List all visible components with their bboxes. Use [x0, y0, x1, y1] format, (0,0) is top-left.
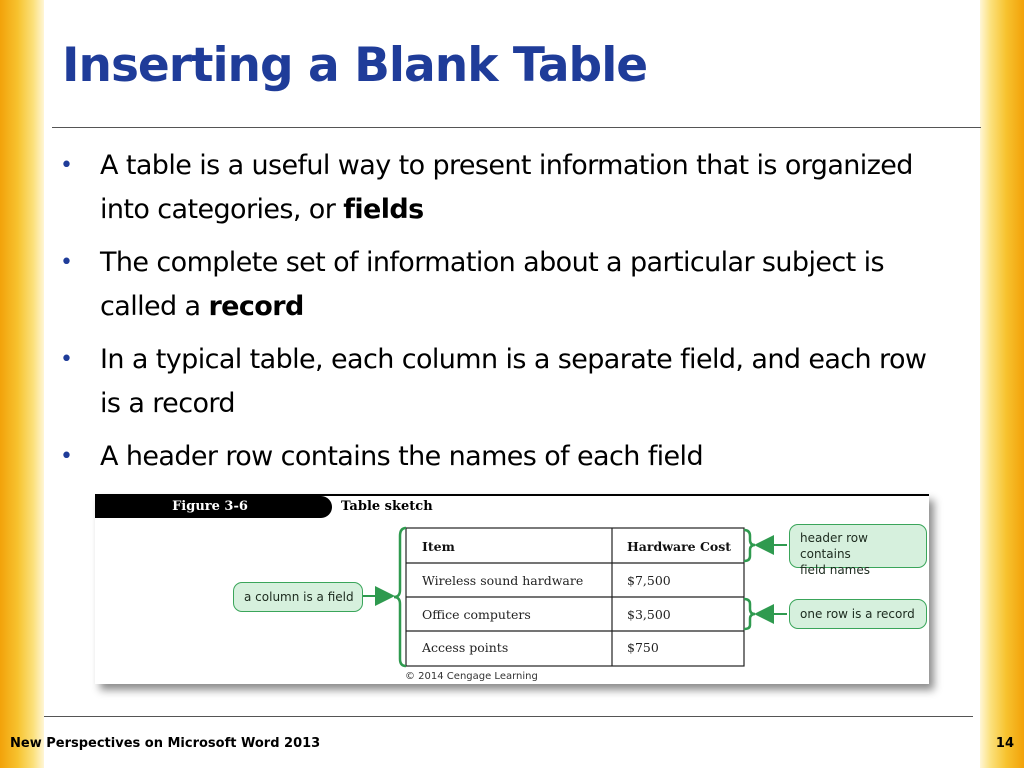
column-bracket [394, 528, 406, 666]
callout-row: one row is a record [789, 599, 927, 629]
table-cell: $7,500 [627, 573, 671, 588]
table-cell: Office computers [422, 607, 531, 622]
sketch-table [406, 528, 744, 666]
bullet-dot-icon: • [60, 444, 73, 469]
callout-column: a column is a field [233, 582, 363, 612]
bullet-item [58, 435, 938, 479]
table-header-cell: Hardware Cost [627, 539, 732, 554]
header-row-bracket [744, 530, 755, 561]
left-gold-border [0, 0, 44, 768]
bullet-text: A table is a useful way to present information that is organized into categories, or [100, 150, 913, 225]
record-row-bracket [744, 599, 755, 629]
table-cell: $750 [627, 640, 659, 655]
bullet-item [58, 241, 938, 329]
slide-page-number: 14 [995, 736, 1014, 751]
callout-header-row: header row contains field names [789, 524, 927, 568]
bullet-text: The complete set of information about a particular subject is called a [100, 247, 884, 322]
bullet-item [58, 144, 938, 232]
bullet-bold-term: fields [343, 194, 424, 225]
bullet-dot-icon: • [60, 153, 73, 178]
bullet-list [58, 144, 938, 488]
table-sketch-diagram [95, 494, 929, 684]
bullet-item [58, 338, 938, 426]
footer-divider [44, 716, 973, 717]
slide-title: Inserting a Blank Table [62, 38, 648, 93]
figure-title: Table sketch [341, 499, 433, 514]
bullet-text: In a typical table, each column is a separate field, and each row is a record [100, 344, 927, 419]
bullet-text: A header row contains the names of each field [100, 441, 703, 472]
right-gold-border [980, 0, 1024, 768]
bullet-dot-icon: • [60, 250, 73, 275]
bullet-dot-icon: • [60, 347, 73, 372]
table-cell: $3,500 [627, 607, 671, 622]
table-header-cell: Item [422, 539, 455, 554]
figure-copyright: © 2014 Cengage Learning [405, 671, 538, 682]
figure-number: Figure 3-6 [172, 499, 248, 514]
figure-table-sketch [95, 494, 929, 684]
title-divider [52, 127, 981, 128]
bullet-bold-term: record [208, 291, 304, 322]
footer-course-title: New Perspectives on Microsoft Word 2013 [10, 736, 321, 751]
table-cell: Access points [422, 640, 509, 655]
table-cell: Wireless sound hardware [422, 573, 584, 588]
